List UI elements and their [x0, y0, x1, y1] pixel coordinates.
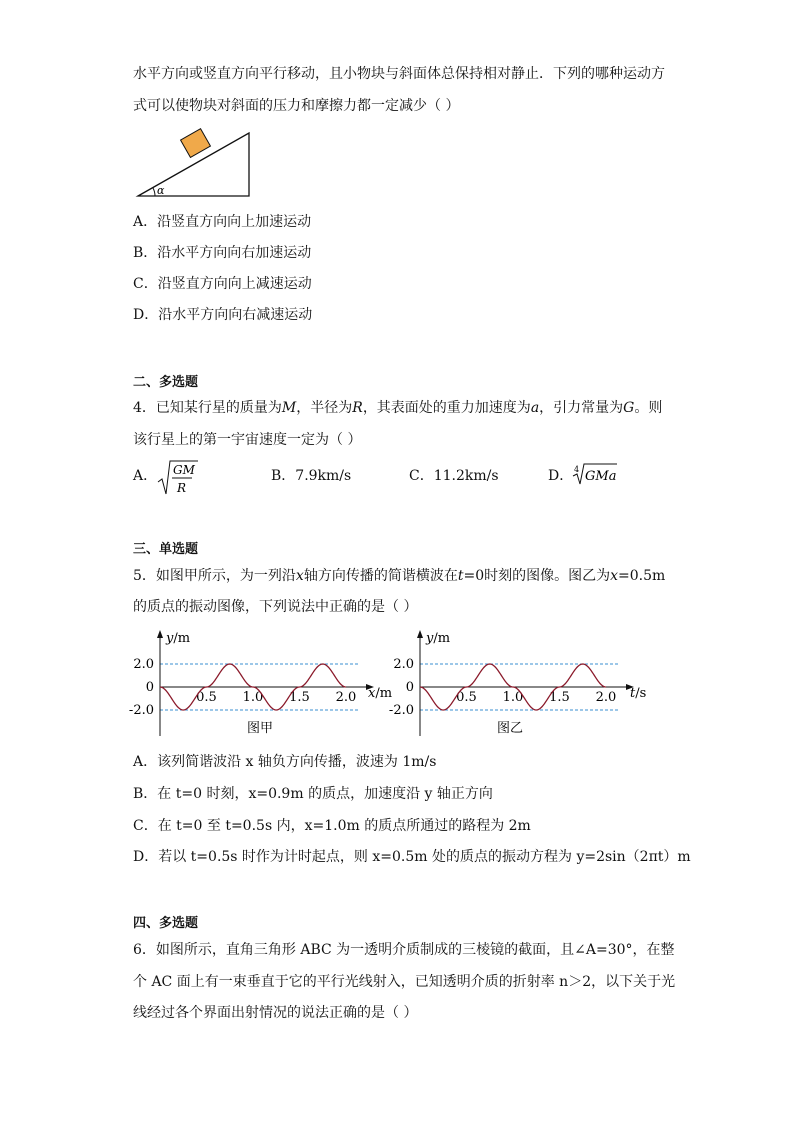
y-tick-label: 0 — [145, 680, 154, 695]
wave-graph-jia — [128, 628, 393, 740]
svg-text:GM: GM — [173, 463, 195, 477]
graph-caption: 图乙 — [496, 721, 524, 736]
q3-option-c: C．沿竖直方向向上减速运动 — [133, 276, 312, 292]
block — [181, 129, 211, 158]
x-tick-label: 1.0 — [242, 690, 264, 705]
y-axis-label: y/m — [166, 631, 191, 646]
graph-caption: 图甲 — [246, 721, 274, 736]
x-tick-label: 0.5 — [456, 690, 477, 705]
section-heading-3: 三、单选题 — [133, 542, 199, 557]
incline-figure — [133, 128, 258, 200]
q6-text-line2: 个 AC 面上有一束垂直于它的平行光线射入，已知透明介质的折射率 n＞2，以下关于光 — [133, 974, 676, 990]
x-tick-label: 1.5 — [289, 690, 310, 705]
svg-text:R: R — [177, 481, 187, 495]
y-axis-arrow — [157, 630, 163, 638]
q3-option-b: B．沿水平方向向右加速运动 — [133, 245, 312, 261]
q3-option-d: D．沿水平方向向右减速运动 — [133, 307, 313, 323]
x-axis-label: t/s — [630, 686, 647, 701]
fourth-root-gma — [571, 462, 621, 486]
q6-text-line3: 线经过各个界面出射情况的说法正确的是（ ） — [133, 1005, 418, 1021]
x-tick-label: 1.0 — [502, 690, 524, 705]
y-tick-label: -2.0 — [128, 703, 154, 718]
svg-text:4: 4 — [574, 465, 580, 474]
angle-arc — [153, 188, 155, 196]
q4-option-c: C．11.2km/s — [409, 468, 499, 484]
y-tick-label: 0 — [405, 680, 414, 695]
section-heading-4: 四、多选题 — [133, 916, 199, 931]
y-tick-label: -2.0 — [388, 703, 414, 718]
x-tick-label: 0.5 — [196, 690, 217, 705]
x-tick-label: 2.0 — [335, 690, 357, 705]
x-tick-label: 2.0 — [595, 690, 617, 705]
y-tick-label: 2.0 — [393, 657, 414, 672]
q3-option-a: A．沿竖直方向向上加速运动 — [133, 214, 312, 230]
x-tick-label: 1.5 — [549, 690, 570, 705]
y-axis-label: y/m — [426, 631, 451, 646]
x-axis-label: x/m — [368, 686, 393, 701]
q5-option-b: B．在 t=0 时刻，x=0.9m 的质点，加速度沿 y 轴正方向 — [133, 786, 493, 802]
q5-option-a: A．该列简谐波沿 x 轴负方向传播，波速为 1m/s — [133, 754, 437, 770]
y-axis-arrow — [417, 630, 423, 638]
section-heading-2: 二、多选题 — [133, 375, 199, 390]
q6-text-line1: 6．如图所示，直角三角形 ABC 为一透明介质制成的三棱镜的截面，且∠A=30°，在整 — [133, 942, 675, 958]
angle-label: α — [157, 184, 165, 197]
svg-text:GMa: GMa — [585, 469, 617, 484]
q4-option-b: B．7.9km/s — [271, 468, 352, 484]
q4-text-line2: 该行星上的第一宇宙速度一定为（ ） — [133, 432, 362, 448]
q5-option-d: D．若以 t=0.5s 时作为计时起点，则 x=0.5m 处的质点的振动方程为 y=2sin（2πt）m — [133, 849, 691, 865]
q5-text-line1: 5．如图甲所示，为一列沿x轴方向传播的简谐横波在t=0时刻的图像。图乙为x=0.5m — [133, 568, 666, 584]
q4-option-d: D． — [548, 468, 574, 484]
y-tick-label: 2.0 — [133, 657, 154, 672]
wave-graph-yi — [390, 628, 650, 740]
q5-option-c: C．在 t=0 至 t=0.5s 内，x=1.0m 的质点所通过的路程为 2m — [133, 818, 531, 834]
q5-text-line2: 的质点的振动图像，下列说法中正确的是（ ） — [133, 599, 418, 615]
q3-text-line2: 式可以使物块对斜面的压力和摩擦力都一定减少（ ） — [133, 98, 460, 114]
q3-text-line1: 水平方向或竖直方向平行移动，且小物块与斜面体总保持相对静止．下列的哪种运动方 — [133, 66, 665, 82]
q4-text-line1: 4．已知某行星的质量为M，半径为R，其表面处的重力加速度为a，引力常量为G。则 — [133, 400, 663, 416]
sqrt-gm-over-r — [156, 458, 200, 498]
q4-option-a: A． — [133, 468, 158, 484]
